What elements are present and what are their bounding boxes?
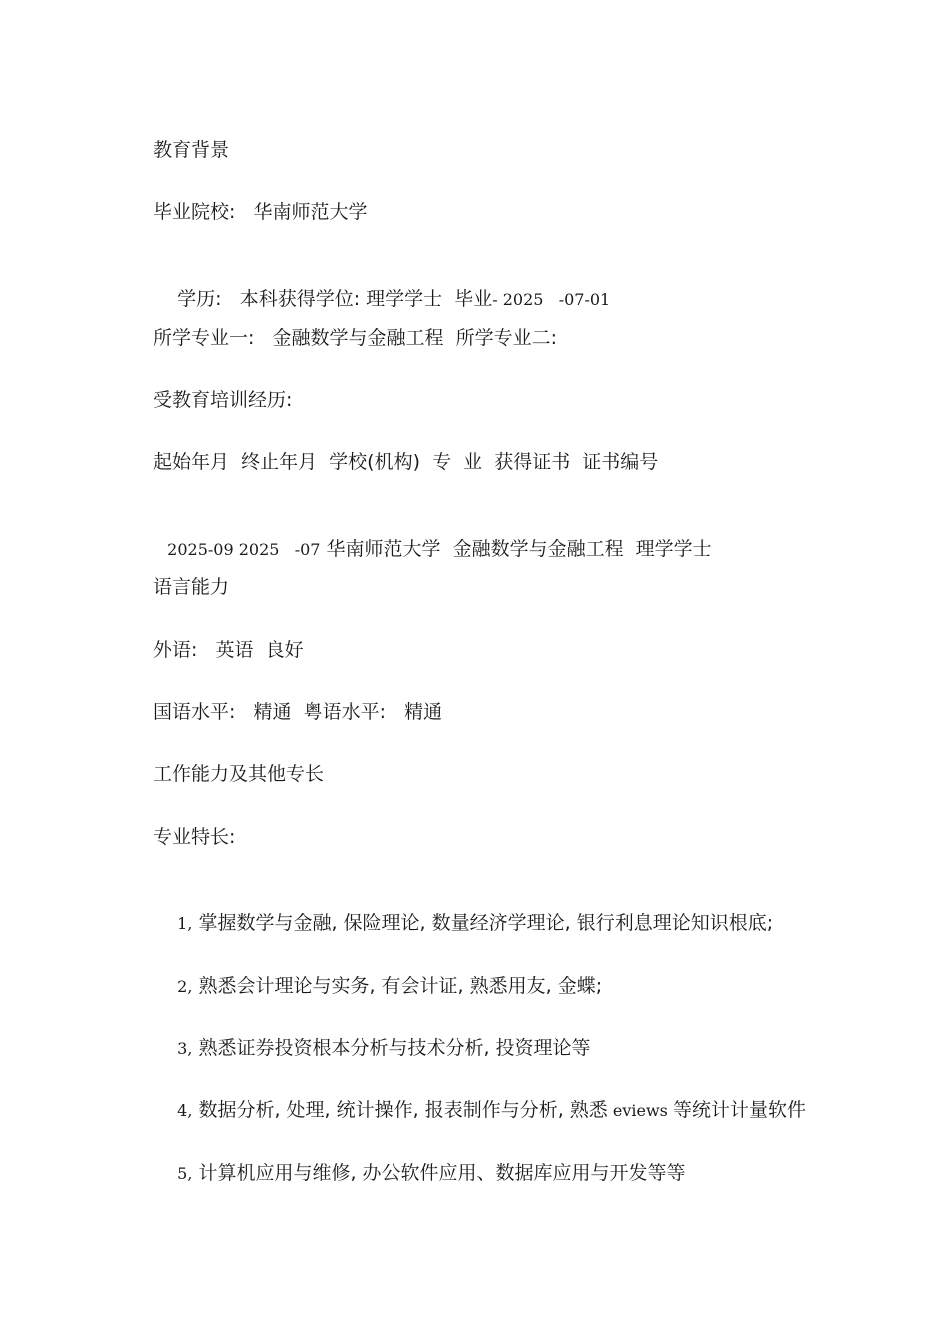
item-number: 3, [177, 1039, 193, 1058]
item-number: 1, [177, 914, 193, 933]
mandarin-cantonese-line: 国语水平: 精通 粤语水平: 精通 [153, 701, 443, 723]
item-text: 数据分析, 处理, 统计操作, 报表制作与分析, 熟悉 [192, 1099, 608, 1121]
education-heading: 教育背景 [153, 139, 230, 161]
language-heading: 语言能力 [153, 576, 230, 598]
item-number: 2, [177, 977, 193, 996]
item-text-tail: 等统计计量软件 [672, 1099, 806, 1121]
graduation-date: - 2025 -07-01 [492, 290, 611, 309]
training-dates: 2025-09 2025 -07 [167, 540, 321, 559]
training-heading: 受教育培训经历: [153, 389, 293, 411]
degree-text: 学历: 本科获得学位: 理学学士 毕业 [177, 288, 493, 310]
item-software-name: eviews [607, 1101, 673, 1120]
item-text: 计算机应用与维修, 办公软件应用、数据库应用与开发等等 [192, 1162, 686, 1184]
work-ability-heading: 工作能力及其他专长 [153, 763, 325, 785]
item-number: 5, [177, 1164, 193, 1183]
item-text: 掌握数学与金融, 保险理论, 数量经济学理论, 银行利息理论知识根底; [192, 912, 774, 934]
foreign-language-line: 外语: 英语 良好 [153, 639, 304, 661]
major-line: 所学专业一: 金融数学与金融工程 所学专业二: [153, 327, 558, 349]
specialty-item-5 [153, 1137, 686, 1210]
item-text: 熟悉证券投资根本分析与技术分析, 投资理论等 [192, 1037, 591, 1059]
specialty-heading: 专业特长: [153, 826, 236, 848]
item-number: 4, [177, 1101, 193, 1120]
school-line: 毕业院校: 华南师范大学 [153, 201, 368, 223]
training-table-header: 起始年月 终止年月 学校(机构) 专 业 获得证书 证书编号 [153, 451, 659, 473]
item-text: 熟悉会计理论与实务, 有会计证, 熟悉用友, 金蝶; [192, 975, 603, 997]
training-details: 华南师范大学 金融数学与金融工程 理学学士 [320, 538, 712, 560]
